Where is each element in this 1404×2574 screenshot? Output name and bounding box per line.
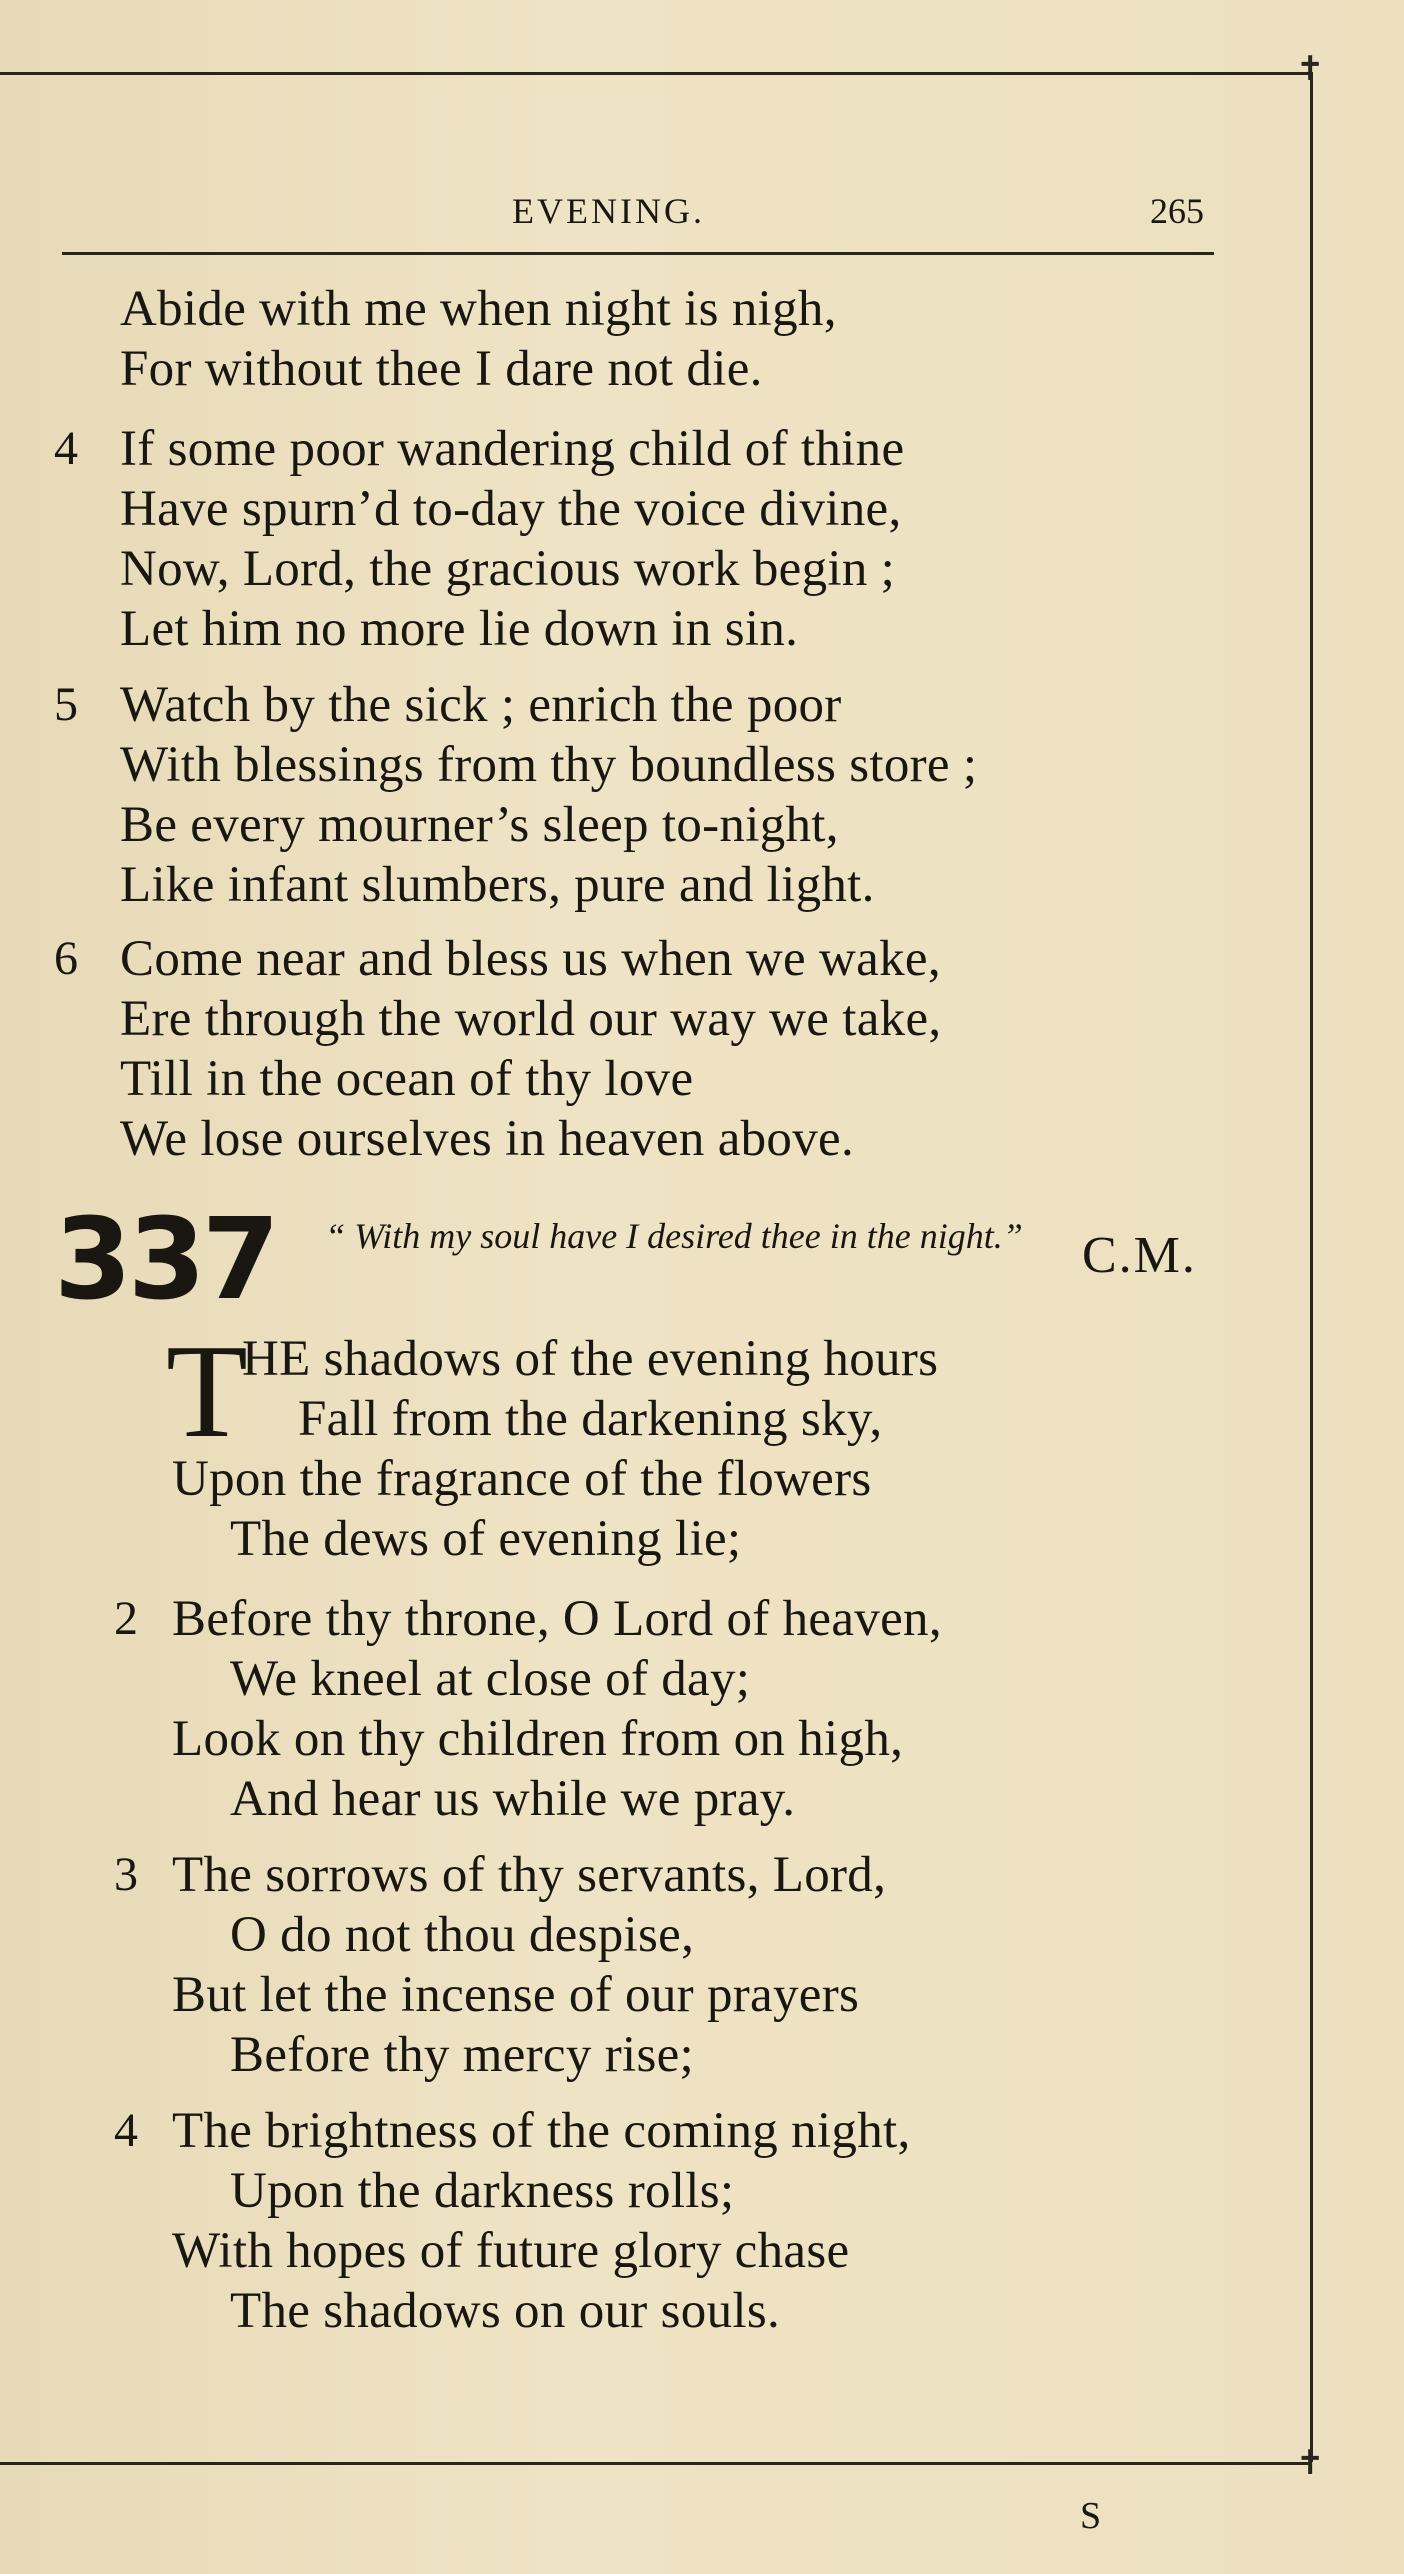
verse-line: O do not thou despise,	[230, 1907, 695, 1963]
top-border-rule	[0, 72, 1310, 75]
drop-cap: T	[166, 1317, 248, 1465]
verse-line: The shadows on our souls.	[230, 2283, 781, 2339]
verse-line: Let him no more lie down in sin.	[120, 601, 799, 657]
bottom-border-rule	[0, 2462, 1310, 2465]
header-rule	[62, 252, 1214, 255]
hymn-epigraph: “ With my soul have I desired thee in the night.”	[325, 1216, 1023, 1256]
verse-line: Till in the ocean of thy love	[120, 1051, 694, 1107]
verse-line: Before thy mercy rise;	[230, 2027, 695, 2083]
running-head: EVENING.	[512, 191, 705, 231]
verse-number: 4	[114, 2104, 138, 2157]
verse-number: 6	[54, 932, 78, 985]
verse-line: Before thy throne, O Lord of heaven,	[172, 1591, 942, 1647]
verse-line: Watch by the sick ; enrich the poor	[120, 677, 842, 733]
verse-line: Upon the fragrance of the flowers	[172, 1451, 872, 1507]
verse-line: Abide with me when night is nigh,	[120, 281, 837, 337]
verse-line: And hear us while we pray.	[230, 1771, 796, 1827]
verse-line: For without thee I dare not die.	[120, 341, 763, 397]
verse-line: Have spurn’d to-day the voice divine,	[120, 481, 902, 537]
verse-line: With blessings from thy boundless store ;	[120, 737, 978, 793]
verse-number: 4	[54, 422, 78, 475]
verse-line: Be every mourner’s sleep to-night,	[120, 797, 839, 853]
hymn-meter: C.M.	[1082, 1227, 1197, 1284]
verse-line: But let the incense of our prayers	[172, 1967, 860, 2023]
verse-line: The sorrows of thy servants, Lord,	[172, 1847, 887, 1903]
hymn-number: 337	[54, 1195, 276, 1325]
verse-line: Look on thy children from on high,	[172, 1711, 904, 1767]
right-border-rule	[1310, 72, 1313, 2462]
page-number: 265	[1150, 191, 1204, 231]
verse-line: HE shadows of the evening hours	[242, 1331, 939, 1387]
verse-number: 2	[114, 1592, 138, 1645]
verse-line: If some poor wandering child of thine	[120, 421, 905, 477]
cross-ornament-icon: ✝	[1296, 49, 1325, 89]
verse-number: 5	[54, 678, 78, 731]
verse-number: 3	[114, 1848, 138, 1901]
verse-line: Fall from the darkening sky,	[298, 1391, 883, 1447]
verse-line: We lose ourselves in heaven above.	[120, 1111, 855, 1167]
cross-ornament-icon: ✝	[1296, 2443, 1325, 2483]
verse-line: With hopes of future glory chase	[172, 2223, 850, 2279]
verse-line: Ere through the world our way we take,	[120, 991, 942, 1047]
verse-line: We kneel at close of day;	[230, 1651, 751, 1707]
verse-line: Upon the darkness rolls;	[230, 2163, 735, 2219]
verse-line: Come near and bless us when we wake,	[120, 931, 941, 987]
signature-mark: S	[1080, 2495, 1102, 2537]
verse-line: The brightness of the coming night,	[172, 2103, 911, 2159]
verse-line: Like infant slumbers, pure and light.	[120, 857, 875, 913]
verse-line: Now, Lord, the gracious work begin ;	[120, 541, 896, 597]
verse-line: The dews of evening lie;	[230, 1511, 742, 1567]
